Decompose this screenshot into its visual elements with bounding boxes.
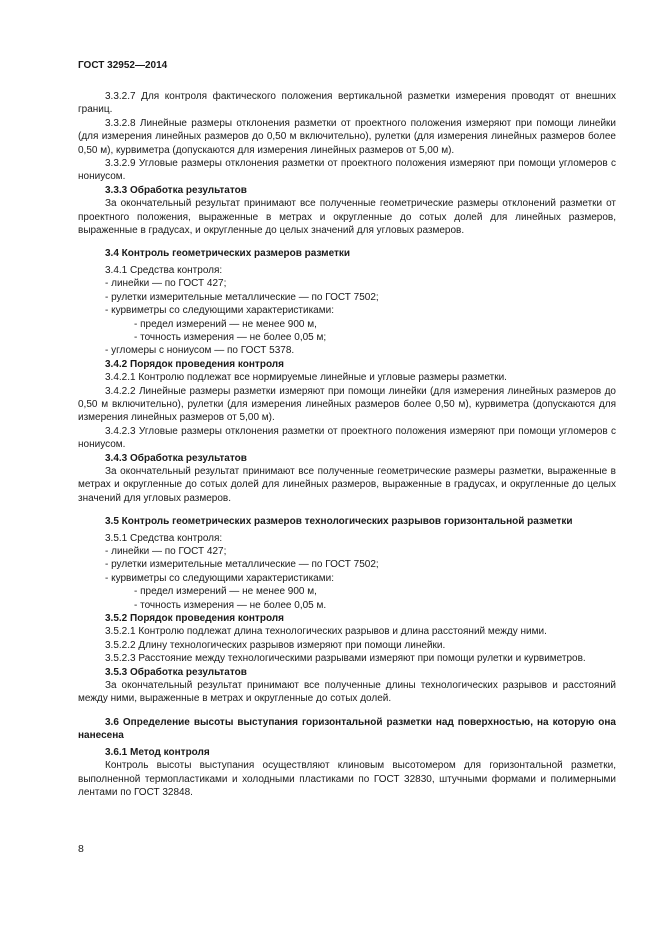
subsection-title: 3.5.2 Порядок проведения контроля: [105, 613, 284, 625]
list-item: - курвиметры со следующими характеристиками:: [105, 305, 334, 317]
subsection-title: 3.5.3 Обработка результатов: [105, 666, 247, 678]
paragraph: 3.3.2.9 Угловые размеры отклонения разметки от проектного положения измеряют при помощи угломеров с нониусом.: [78, 158, 616, 183]
paragraph: 3.4.2.3 Угловые размеры отклонения разметки от проектного положения измеряют при помощи угломеров с нониусом.: [78, 425, 616, 451]
page-number: 8: [78, 843, 84, 855]
paragraph: 3.4.1 Средства контроля:: [105, 264, 223, 276]
paragraph: 3.5.2.3 Расстояние между технологическими разрывами измеряют при помощи рулетки и курвиметров.: [105, 653, 586, 665]
subsection-title: 3.4.2 Порядок проведения контроля: [105, 358, 284, 370]
paragraph: За окончательный результат принимают все полученные длины технологических разрывов и расстояний между ними, выраженные в метрах и округленные до сотых долей.: [78, 680, 616, 705]
document-header: ГОСТ 32952—2014: [78, 60, 168, 71]
document-body: [78, 90, 616, 799]
list-item: - линейки — по ГОСТ 427;: [105, 546, 227, 557]
section-heading: 3.5 Контроль геометрических размеров технологических разрывов горизонтальной разметки: [105, 516, 573, 528]
list-item: - рулетки измерительные металлические — по ГОСТ 7502;: [105, 291, 379, 303]
list-item: - линейки — по ГОСТ 427;: [105, 278, 227, 290]
paragraph: За окончательный результат принимают все полученные геометрические размеры отклонений разметки от проектного положения, выраженные в метрах и округленные до сотых долей для линейных размеров, выраженные в градусах, и округленные до целых значений для угловых размеров.: [78, 198, 616, 237]
paragraph: За окончательный результат принимают все полученные геометрические размеры разметки, выраженные в метрах и округленные до сотых долей для линейных размеров, выраженные в градусах, и округленные до целых значений для угловых размеров.: [78, 465, 616, 504]
list-subitem: - точность измерения — не более 0,05 м;: [134, 331, 327, 343]
paragraph: Контроль высоты выступания осуществляют клиновым высотомером для горизонтальной разметки, выполненной термопластиками и холодными пластиками по ГОСТ 32830, штучными формами и полимерными лентами по ГОСТ 32848.: [78, 760, 616, 798]
paragraph: 3.5.2.1 Контролю подлежат длина технологических разрывов и длина расстояний между ними.: [105, 626, 547, 638]
subsection-title: 3.4.3 Обработка результатов: [105, 452, 247, 464]
paragraph: 3.5.1 Средства контроля:: [105, 532, 223, 544]
paragraph: 3.4.2.1 Контролю подлежат все нормируемые линейные и угловые размеры разметки.: [105, 372, 507, 384]
paragraph: 3.3.2.8 Линейные размеры отклонения разметки от проектного положения измеряют при помощи линейки (для измерения линейных размеров до 0,50 м включительно), рулетки (для измерения линейных размеров более 0,50 м), курвиметра (допускаются для измерения линейных размеров от 5,00 м).: [78, 117, 616, 156]
section-heading: 3.6 Определение высоты выступания горизонтальной разметки над поверхностью, на которую она нанесена: [78, 716, 616, 742]
list-item: - рулетки измерительные металлические — по ГОСТ 7502;: [105, 559, 379, 571]
paragraph: 3.5.2.2 Длину технологических разрывов измеряют при помощи линейки.: [105, 639, 446, 651]
section-heading: 3.4 Контроль геометрических размеров разметки: [105, 248, 351, 260]
paragraph: 3.4.2.2 Линейные размеры разметки измеряют при помощи линейки (для измерения линейных размеров до 0,50 м включительно), рулетки (для измерения линейных размеров более 0,50 м), курвиметра (допускаются для измерения линейных размеров от 5,00 м).: [78, 385, 616, 424]
list-subitem: - точность измерения — не более 0,05 м.: [134, 599, 327, 611]
subsection-title: 3.3.3 Обработка результатов: [105, 184, 247, 196]
list-item: - курвиметры со следующими характеристиками:: [105, 572, 334, 584]
list-subitem: - предел измерений — не менее 900 м,: [134, 586, 317, 598]
list-subitem: - предел измерений — не менее 900 м,: [134, 318, 317, 330]
subsection-title: 3.6.1 Метод контроля: [105, 746, 210, 758]
paragraph: 3.3.2.7 Для контроля фактического положения вертикальной разметки измерения проводят от внешних границ.: [78, 91, 616, 116]
list-item: - угломеры с нониусом — по ГОСТ 5378.: [105, 345, 295, 357]
